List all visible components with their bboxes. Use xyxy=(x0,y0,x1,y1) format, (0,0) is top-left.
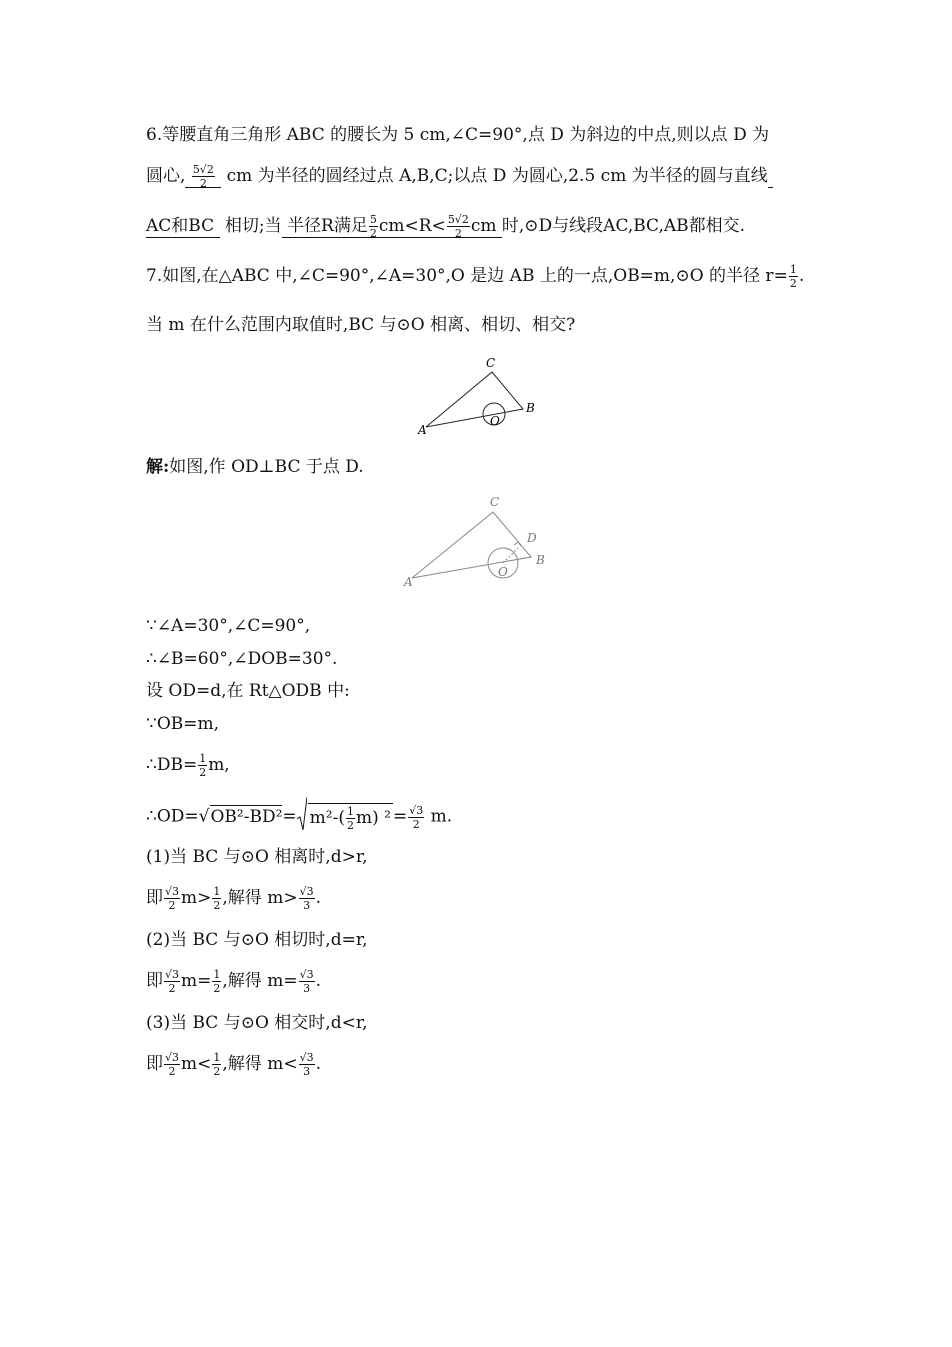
case1-line1: (1)当 BC 与⊙O 相离时,d>r, xyxy=(146,847,368,867)
figure-1 xyxy=(410,352,545,442)
fig1-label-a: A xyxy=(418,423,427,437)
case2-line1: (2)当 BC 与⊙O 相切时,d=r, xyxy=(146,930,368,950)
case3-line1: (3)当 BC 与⊙O 相交时,d<r, xyxy=(146,1013,368,1033)
sol-step1: ∵∠A=30°,∠C=90°, xyxy=(146,616,311,636)
sol-step6: ∴OD=√OB²-BD²= m²-( $\frac{1}{2}$ m) ² = $\frac{√3}{2}$ m. xyxy=(146,803,452,831)
big-sqrt: m²-( $\frac{1}{2}$ m) ² xyxy=(297,803,393,831)
fig2-label-d: D xyxy=(527,531,537,545)
case1-line2: 即 $\frac{√3}{2}$ m> $\frac{1}{2}$ ,解得 m> $\frac{√3}{3}$ . xyxy=(146,885,321,912)
q6-line2: 圆心, $\frac{5√2}{2}$ cm 为半径的圆经过点 A,B,C;以点 D 为圆心,2.5 cm 为半径的圆与直线 xyxy=(146,164,773,189)
q6-blank3: 半径R满足 $\frac{5}{2}$ cm<R< $\frac{5√2}{2}$ cm xyxy=(282,216,502,238)
q6-blank2: AC和BC xyxy=(146,216,215,236)
q7-line1: 7.如图,在△ABC 中,∠C=90°,∠A=30°,O 是边 AB 上的一点,OB=m,⊙O 的半径 r= $\frac{1}{2}$ . xyxy=(146,263,805,290)
q6-blank1: $\frac{5√2}{2}$ xyxy=(185,166,221,188)
sol-step4: ∵OB=m, xyxy=(146,714,220,734)
figure-2 xyxy=(400,490,555,590)
case2-line2: 即 $\frac{√3}{2}$ m= $\frac{1}{2}$ ,解得 m= $\frac{√3}{3}$ . xyxy=(146,968,321,995)
q6-blank2-start xyxy=(768,166,773,188)
fig2-label-o: O xyxy=(498,565,508,579)
sol-step2: ∴∠B=60°,∠DOB=30°. xyxy=(146,649,338,669)
case3-line2: 即 $\frac{√3}{2}$ m< $\frac{1}{2}$ ,解得 m< $\frac{√3}{3}$ . xyxy=(146,1051,321,1078)
fig1-label-c: C xyxy=(486,356,496,370)
fig1-label-o: O xyxy=(490,414,500,428)
fig1-label-b: B xyxy=(526,401,535,415)
sol-step5: ∴DB= $\frac{1}{2}$ m, xyxy=(146,752,230,779)
sol-step3: 设 OD=d,在 Rt△ODB 中: xyxy=(146,681,350,701)
q6-line3: AC和BC 相切;当 半径R满足 $\frac{5}{2}$ cm<R< $\frac{5√2}{2}$ cm 时,⊙D与线段AC,BC,AB都相交. xyxy=(146,213,746,240)
fig2-label-c: C xyxy=(490,495,500,509)
q7-line2: 当 m 在什么范围内取值时,BC 与⊙O 相离、相切、相交? xyxy=(146,315,576,335)
fig2-label-b: B xyxy=(536,553,545,567)
q6-line1: 6.等腰直角三角形 ABC 的腰长为 5 cm,∠C=90°,点 D 为斜边的中点,则以点 D 为 xyxy=(146,125,770,145)
solution-intro: 解:如图,作 OD⊥BC 于点 D. xyxy=(146,457,364,477)
fig2-label-a: A xyxy=(404,575,413,589)
